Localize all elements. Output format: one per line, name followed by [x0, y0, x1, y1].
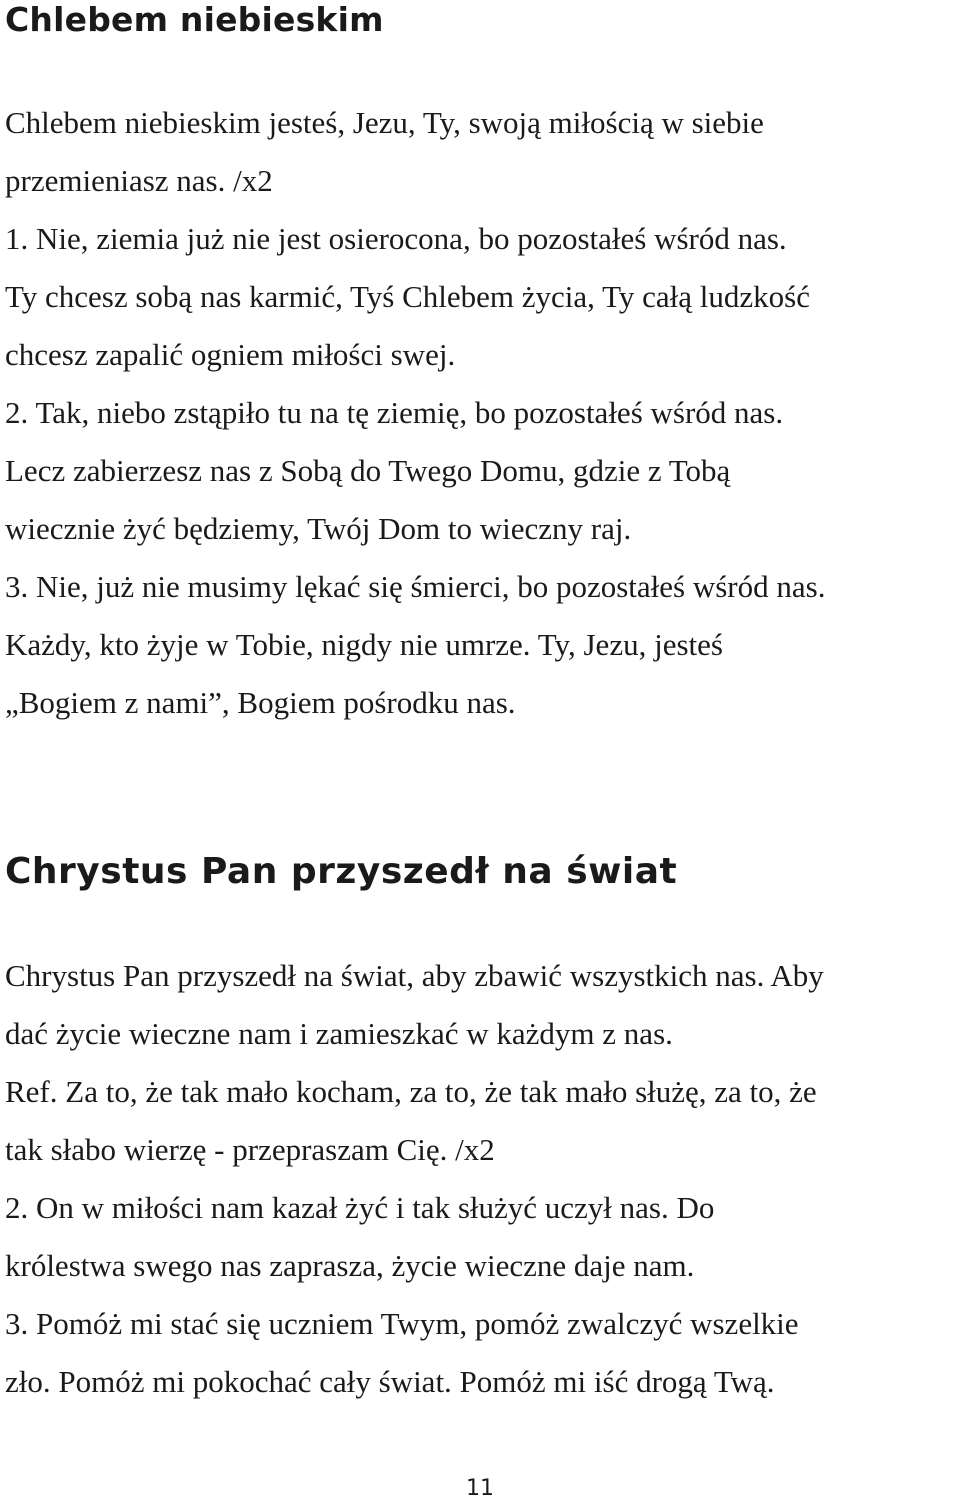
song1-line: przemieniasz nas. /x2: [5, 163, 273, 198]
song2-line: zło. Pomóż mi pokochać cały świat. Pomóż mi iść drogą Twą.: [5, 1364, 775, 1399]
song2-line: 2. On w miłości nam kazał żyć i tak służyć uczył nas. Do: [5, 1190, 715, 1225]
song-title-chlebem-niebieskim: Chlebem niebieskim: [5, 0, 384, 39]
song1-line: Każdy, kto żyje w Tobie, nigdy nie umrze. Ty, Jezu, jesteś: [5, 627, 723, 662]
song1-line: Lecz zabierzesz nas z Sobą do Twego Domu, gdzie z Tobą: [5, 453, 731, 488]
song2-line: królestwa swego nas zaprasza, życie wieczne daje nam.: [5, 1248, 695, 1283]
page-number: 11: [466, 1476, 494, 1501]
song1-line: „Bogiem z nami”, Bogiem pośrodku nas.: [5, 685, 516, 720]
song2-line: Ref. Za to, że tak mało kocham, za to, że tak mało służę, za to, że: [5, 1074, 817, 1109]
song2-line: dać życie wieczne nam i zamieszkać w każdym z nas.: [5, 1016, 673, 1051]
song1-line: 3. Nie, już nie musimy lękać się śmierci, bo pozostałeś wśród nas.: [5, 569, 826, 604]
song1-line: Chlebem niebieskim jesteś, Jezu, Ty, swoją miłością w siebie: [5, 105, 764, 140]
song1-line: 2. Tak, niebo zstąpiło tu na tę ziemię, bo pozostałeś wśród nas.: [5, 395, 784, 430]
song1-line: chcesz zapalić ogniem miłości swej.: [5, 337, 456, 372]
song2-line: Chrystus Pan przyszedł na świat, aby zbawić wszystkich nas. Aby: [5, 958, 824, 993]
song2-line: tak słabo wierzę - przepraszam Cię. /x2: [5, 1132, 495, 1167]
song2-line: 3. Pomóż mi stać się uczniem Twym, pomóż zwalczyć wszelkie: [5, 1306, 799, 1341]
song1-line: Ty chcesz sobą nas karmić, Tyś Chlebem życia, Ty całą ludzkość: [5, 279, 810, 314]
song1-line: wiecznie żyć będziemy, Twój Dom to wieczny raj.: [5, 511, 632, 546]
song-title-chrystus-pan: Chrystus Pan przyszedł na świat: [5, 851, 678, 892]
song1-line: 1. Nie, ziemia już nie jest osierocona, bo pozostałeś wśród nas.: [5, 221, 787, 256]
